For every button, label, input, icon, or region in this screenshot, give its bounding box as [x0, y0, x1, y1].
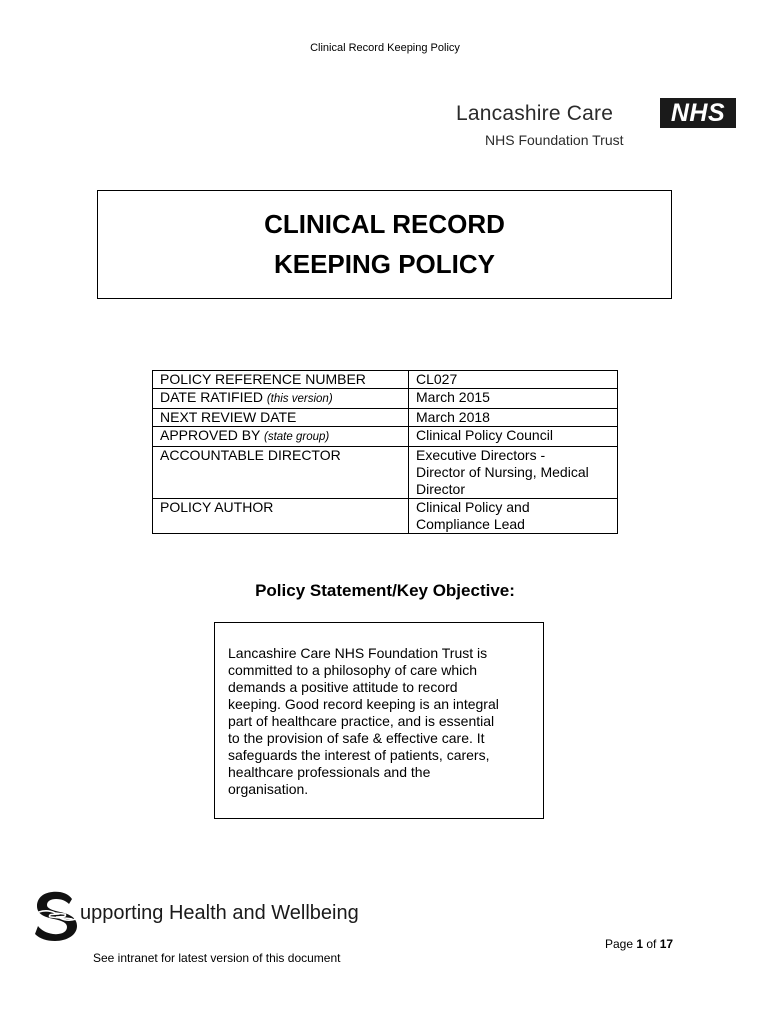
statement-line: Lancashire Care NHS Foundation Trust is	[228, 645, 488, 661]
policy-statement-box	[214, 622, 544, 819]
row-qualifier: (this version)	[266, 393, 333, 405]
row-label: POLICY AUTHOR	[153, 499, 409, 534]
s-hands-icon	[34, 889, 82, 943]
row-value: March 2018	[409, 409, 618, 427]
row-label: NEXT REVIEW DATE	[153, 409, 409, 427]
statement-line: healthcare professionals and the	[228, 764, 431, 780]
row-qualifier: (state group)	[264, 431, 330, 443]
running-header: Clinical Record Keeping Policy	[310, 42, 460, 54]
trust-logo	[456, 98, 736, 150]
row-label: DATE RATIFIED (this version)	[153, 389, 409, 409]
row-value: CL027	[409, 371, 618, 389]
supporting-health-logo	[34, 889, 414, 943]
policy-details-table	[152, 370, 618, 534]
document-title: CLINICAL RECORD KEEPING POLICY	[264, 208, 505, 279]
footer-note: See intranet for latest version of this document	[93, 951, 341, 965]
title-box	[97, 190, 672, 299]
table-row	[153, 371, 618, 389]
table-row	[153, 447, 618, 499]
statement-line: part of healthcare practice, and is essential	[228, 713, 495, 729]
statement-line: keeping. Good record keeping is an integral	[228, 696, 499, 712]
section-heading: Policy Statement/Key Objective:	[255, 581, 515, 600]
table-row	[153, 389, 618, 409]
statement-line: demands a positive attitude to record	[228, 679, 458, 695]
row-value: March 2015	[409, 389, 618, 409]
table-row	[153, 409, 618, 427]
row-value: Executive Directors - Director of Nursing, Medical Director	[409, 447, 618, 499]
row-label: ACCOUNTABLE DIRECTOR	[153, 447, 409, 499]
row-label: APPROVED BY (state group)	[153, 427, 409, 447]
row-value: Clinical Policy Council	[409, 427, 618, 447]
row-value: Clinical Policy and Compliance Lead	[409, 499, 618, 534]
statement-line: organisation.	[228, 781, 309, 797]
table-row	[153, 499, 618, 534]
statement-line: committed to a philosophy of care which	[228, 662, 478, 678]
footer-tagline: upporting Health and Wellbeing	[80, 902, 359, 924]
statement-line: to the provision of safe & effective care. It	[228, 730, 485, 746]
logo-trust-name: NHS Foundation Trust	[485, 132, 624, 148]
logo-organisation-name: Lancashire Care	[456, 102, 614, 125]
statement-line: safeguards the interest of patients, carers,	[228, 747, 490, 763]
page-number: Page 1 of 17	[605, 937, 674, 951]
table-row	[153, 427, 618, 447]
row-label: POLICY REFERENCE NUMBER	[153, 371, 409, 389]
nhs-badge: NHS	[660, 98, 736, 128]
